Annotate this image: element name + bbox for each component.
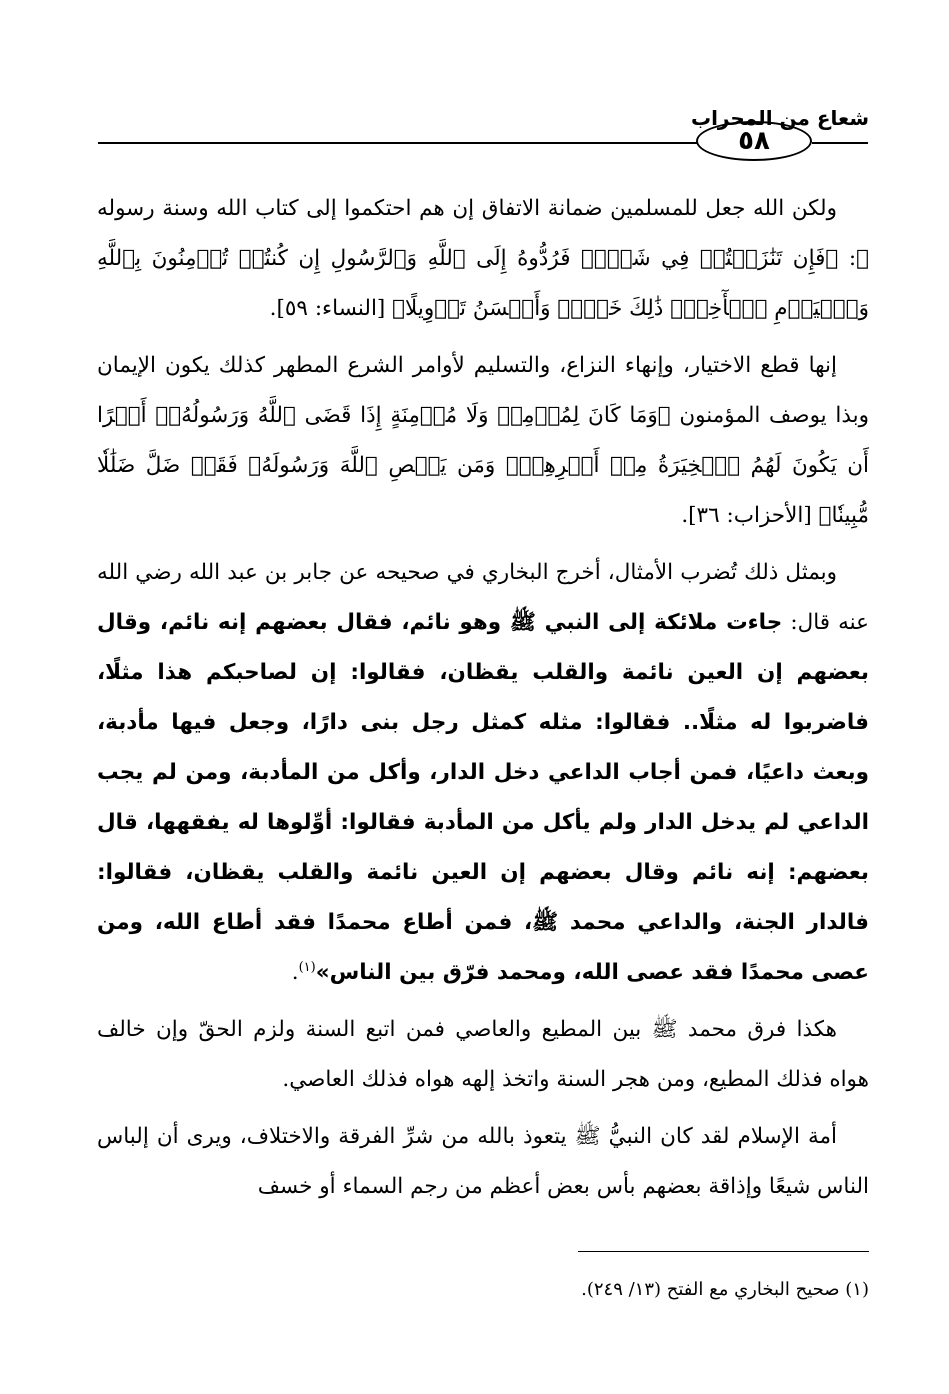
page-number: ٥٨ [696, 121, 812, 161]
footnote-rule [578, 1251, 869, 1252]
verse-reference-nisa: [النساء: ٥٩]. [269, 296, 393, 321]
paragraph-1-text: ولكن الله جعل للمسلمين ضمانة الاتفاق إن هم احتكموا إلى كتاب الله وسنة رسوله ﷺ: [97, 196, 870, 271]
paragraph-2-text: إنها قطع الاختيار، وإنهاء النزاع، والتسليم لأوامر الشرع المطهر كذلك يكون الإيمان وبذا يوصف المؤمنون [97, 353, 869, 428]
header-rule-left [98, 142, 698, 144]
quran-verse-ahzab: ﴿وَمَا كَانَ لِمُؤۡمِنٖ وَلَا مُؤۡمِنَةٍ إِذَا قَضَى ٱللَّهُ وَرَسُولُهُۥٓ أَمۡرًا أَن يَكُونَ لَهُمُ ٱلۡخِيَرَةُ مِنۡ أَمۡرِهِمۡۗ وَمَن يَعۡصِ ٱللَّهَ وَرَسُولَهُۥ فَقَدۡ ضَلَّ ضَلَٰلٗا مُّبِينٗا﴾ [97, 403, 869, 528]
paragraph-4 [97, 1005, 869, 1105]
paragraph-1 [97, 184, 869, 334]
running-head: شعاع من المحراب [690, 106, 869, 130]
quran-verse-nisa: ﴿فَإِن تَنَٰزَعۡتُمۡ فِي شَيۡءٖ فَرُدُّوهُ إِلَى ٱللَّهِ وَٱلرَّسُولِ إِن كُنتُمۡ تُؤۡمِنُونَ بِٱللَّهِ وَٱلۡيَوۡمِ ٱلۡأٓخِرِۚ ذَٰلِكَ خَيۡرٞ وَأَحۡسَنُ تَأۡوِيلًا﴾ [97, 246, 869, 321]
paragraph-4-text: هكذا فرق محمد ﷺ بين المطيع والعاصي فمن اتبع السنة ولزم الحقّ وإن خالف هواه فذلك المطيع، ومن هجر السنة واتخذ إلهه هواه فذلك العاصي. [97, 1017, 869, 1092]
paragraph-3 [97, 548, 869, 998]
paragraph-2 [97, 341, 869, 541]
main-text [97, 184, 869, 1219]
paragraph-3-end: . [291, 960, 299, 985]
verse-reference-ahzab: [الأحزاب: ٣٦]. [681, 503, 819, 528]
paragraph-3-text: وبمثل ذلك تُضرب الأمثال، أخرج البخاري في صحيحه عن جابر بن عبد الله رضي الله عنه قال: [97, 560, 869, 635]
paragraph-5 [97, 1112, 869, 1212]
footnote: (١) صحيح البخاري مع الفتح (١٣/ ٢٤٩). [581, 1279, 869, 1300]
footnote-marker: (١) [298, 959, 316, 975]
header-rule-right [812, 142, 868, 144]
paragraph-5-text: أمة الإسلام لقد كان النبيُّ ﷺ يتعوذ بالله من شرِّ الفرقة والاختلاف، ويرى أن إلباس الناس شيعًا وإذاقة بعضهم بأس بعض أعظم من رجم السماء أو خسف [97, 1124, 869, 1199]
hadith-text: جاءت ملائكة إلى النبي ﷺ وهو نائم، فقال بعضهم إنه نائم، وقال بعضهم إن العين نائمة والقلب يقظان، فقالوا: إن لصاحبكم هذا مثلًا، فاضربوا له مثلًا.. فقالوا: مثله كمثل رجل بنى دارًا، وجعل فيها مأدبة، وبعث داعيًا، فمن أجاب الداعي دخل الدار، وأكل من المأدبة، ومن لم يجب الداعي لم يدخل الدار ولم يأكل من المأدبة فقالوا: أوِّلوها له يفقهها، قال بعضهم: إنه نائم وقال بعضهم إن العين نائمة والقلب يقظان، فقالوا: فالدار الجنة، والداعي محمد ﷺ، فمن أطاع محمدًا فقد أطاع الله، ومن عصى محمدًا فقد عصى الله، ومحمد فرّق بين الناس» [97, 610, 869, 985]
